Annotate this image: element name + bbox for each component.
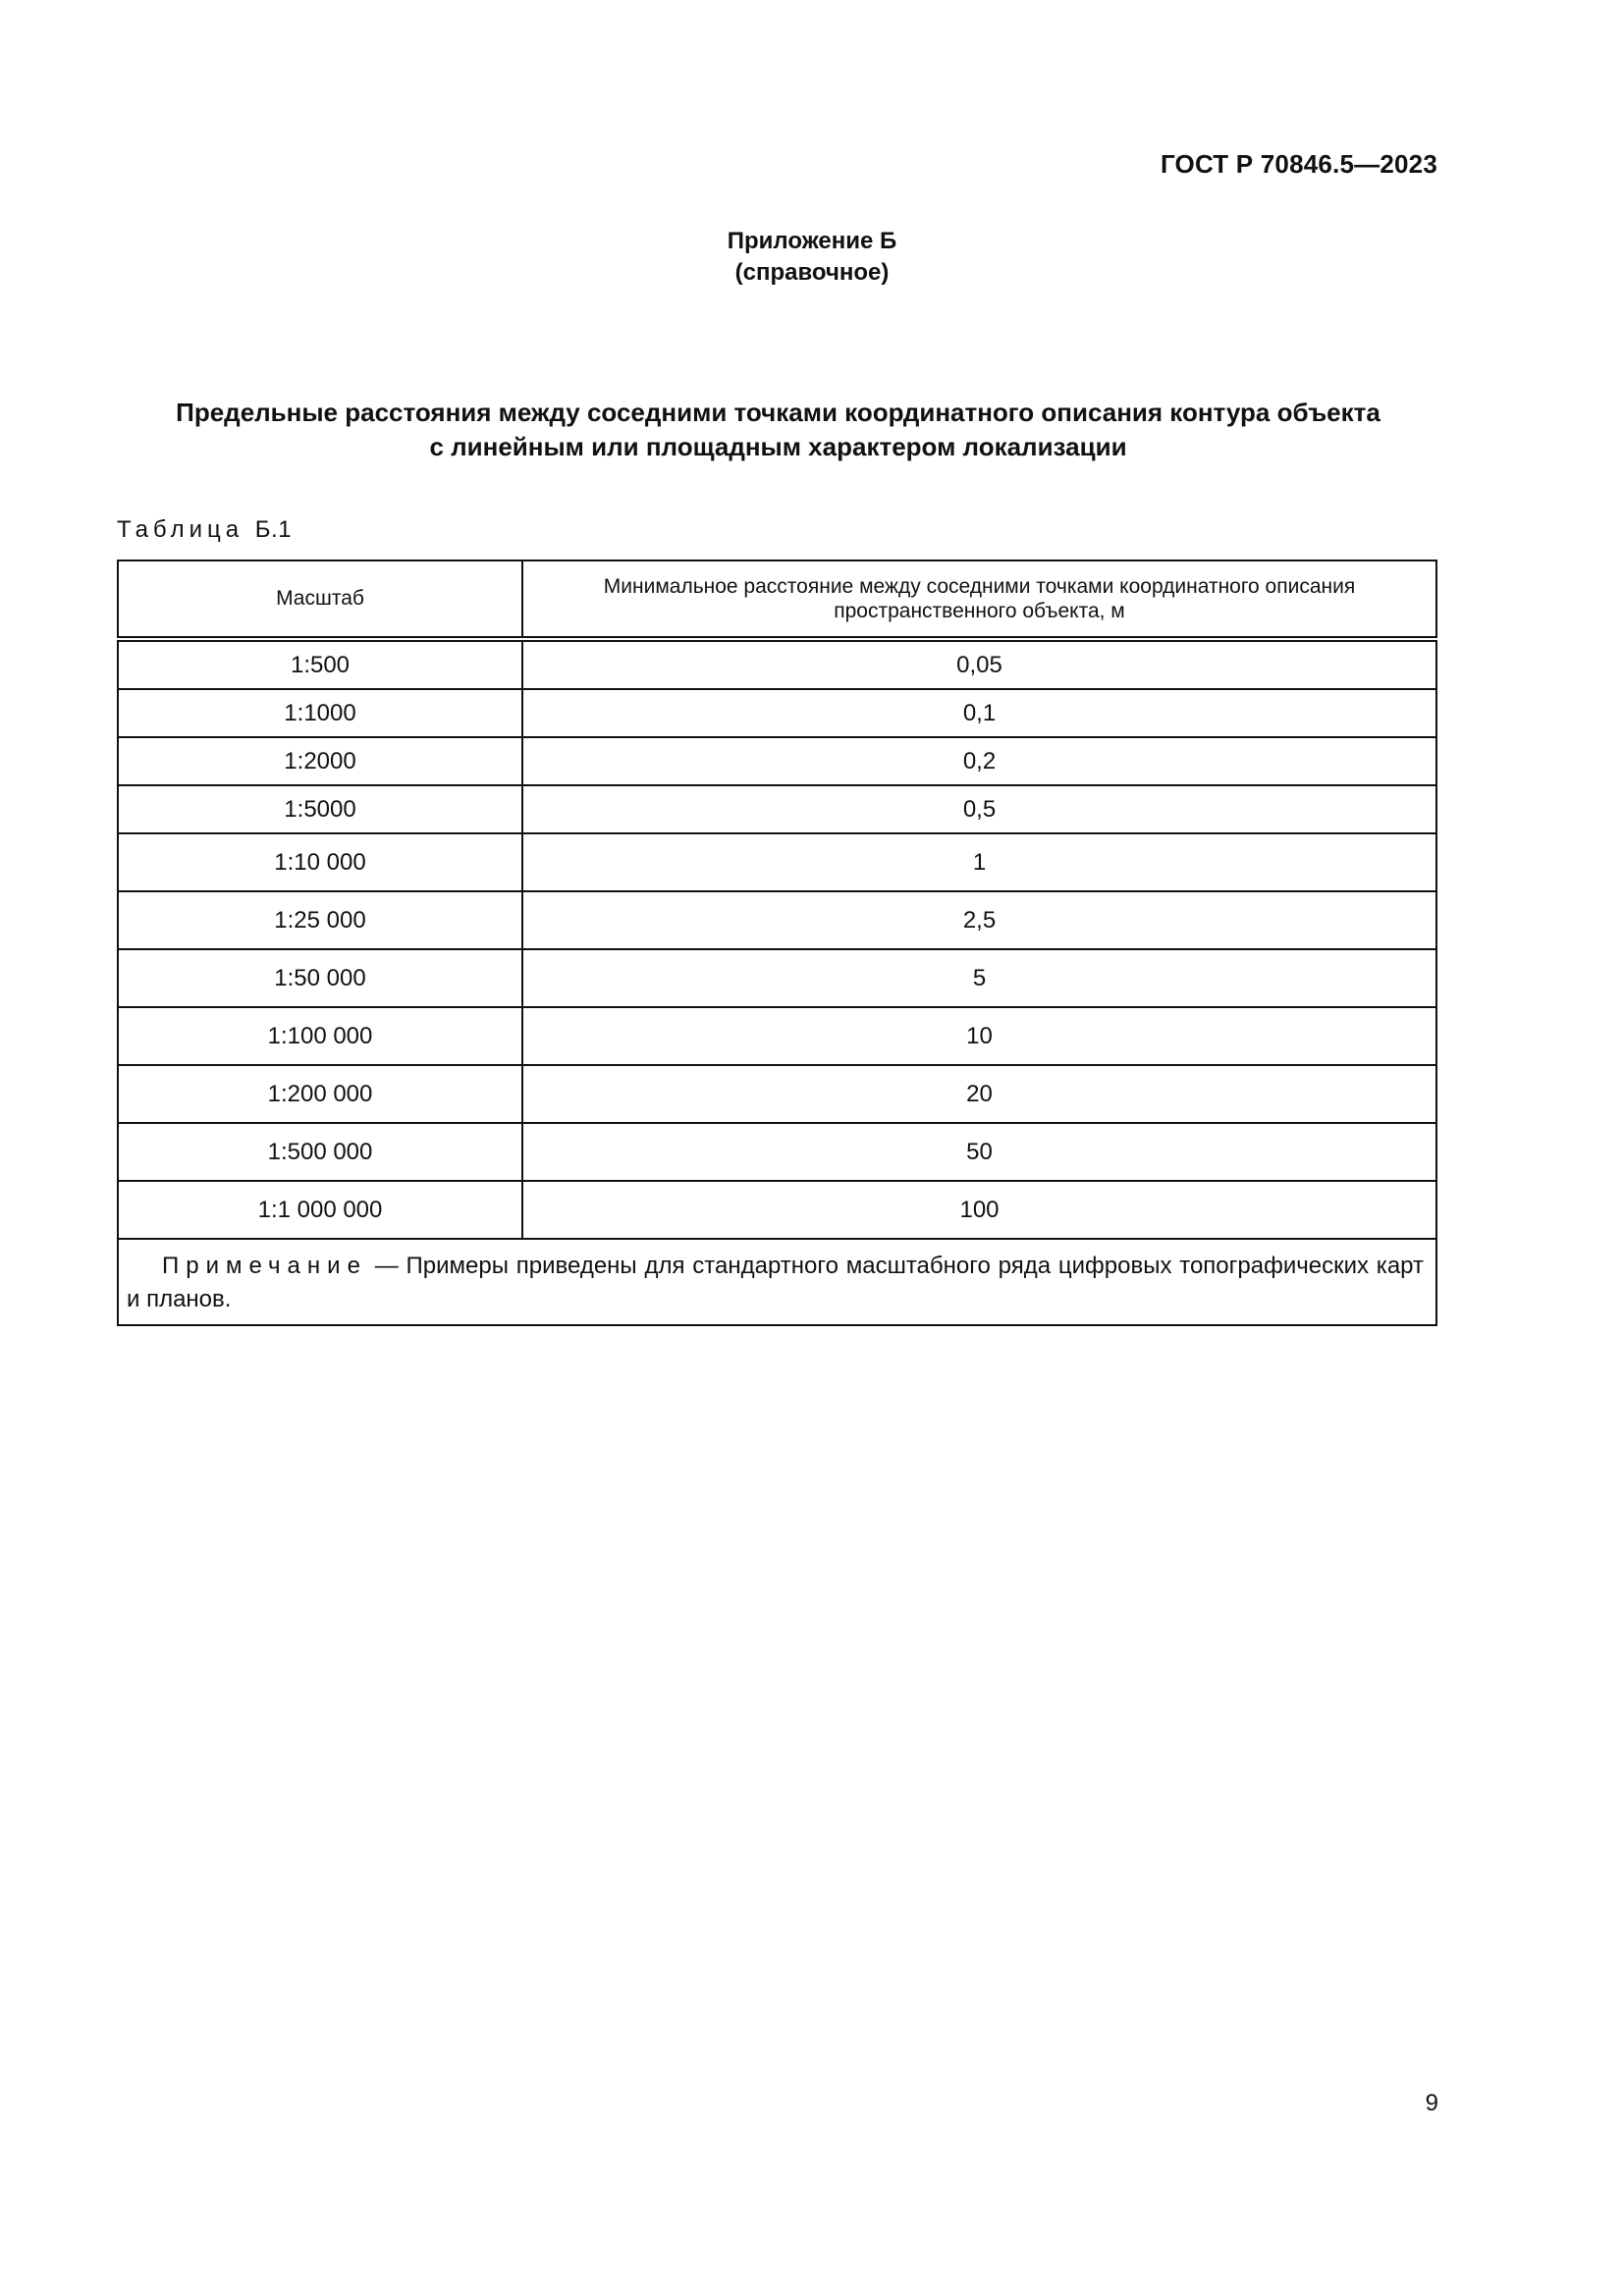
- cell-scale: 1:50 000: [118, 949, 522, 1007]
- cell-scale: 1:2000: [118, 737, 522, 785]
- scale-distance-table: [117, 560, 1437, 1326]
- cell-scale: 1:5000: [118, 785, 522, 833]
- table-row: [118, 785, 1436, 833]
- table-row: [118, 737, 1436, 785]
- section-title: [118, 396, 1438, 464]
- note-label: Примечание: [162, 1253, 367, 1279]
- cell-distance: 10: [522, 1007, 1436, 1065]
- table-row: [118, 949, 1436, 1007]
- table-label-number: Б.1: [254, 516, 293, 543]
- document-code: ГОСТ Р 70846.5—2023: [1160, 149, 1437, 179]
- cell-distance: 0,05: [522, 639, 1436, 689]
- cell-distance: 0,2: [522, 737, 1436, 785]
- cell-distance: 20: [522, 1065, 1436, 1123]
- cell-distance: 0,5: [522, 785, 1436, 833]
- column-header-scale: Масштаб: [118, 561, 522, 639]
- table-row: [118, 1065, 1436, 1123]
- cell-distance: 2,5: [522, 891, 1436, 949]
- cell-scale: 1:1 000 000: [118, 1181, 522, 1239]
- table-label-prefix: Таблица: [117, 516, 244, 543]
- section-title-line-2: с линейным или площадным характером локализации: [429, 432, 1127, 461]
- table-row: [118, 689, 1436, 737]
- column-header-distance: Минимальное расстояние между соседними точками координатного описания пространственного объекта, м: [522, 561, 1436, 639]
- table-row: [118, 1123, 1436, 1181]
- table-row: [118, 1181, 1436, 1239]
- annex-kind: (справочное): [734, 259, 890, 286]
- cell-distance: 1: [522, 833, 1436, 891]
- table-note-row: [118, 1239, 1436, 1325]
- page-number: 9: [1425, 2090, 1438, 2116]
- table-row: [118, 639, 1436, 689]
- cell-scale: 1:100 000: [118, 1007, 522, 1065]
- table-header-row: [118, 561, 1436, 639]
- table-row: [118, 833, 1436, 891]
- note-text: — Примеры приведены для стандартного масштабного ряда цифровых топографических карт и планов.: [127, 1253, 1424, 1312]
- table-row: [118, 1007, 1436, 1065]
- table-label: [117, 516, 292, 544]
- table-row: [118, 891, 1436, 949]
- cell-distance: 50: [522, 1123, 1436, 1181]
- cell-scale: 1:500 000: [118, 1123, 522, 1181]
- table-note: [118, 1239, 1436, 1325]
- section-title-line-1: Предельные расстояния между соседними точками координатного описания контура объекта: [176, 398, 1380, 427]
- cell-distance: 100: [522, 1181, 1436, 1239]
- cell-distance: 0,1: [522, 689, 1436, 737]
- cell-scale: 1:10 000: [118, 833, 522, 891]
- cell-scale: 1:500: [118, 639, 522, 689]
- cell-scale: 1:25 000: [118, 891, 522, 949]
- cell-scale: 1:1000: [118, 689, 522, 737]
- annex-title: Приложение Б: [727, 228, 897, 254]
- cell-scale: 1:200 000: [118, 1065, 522, 1123]
- cell-distance: 5: [522, 949, 1436, 1007]
